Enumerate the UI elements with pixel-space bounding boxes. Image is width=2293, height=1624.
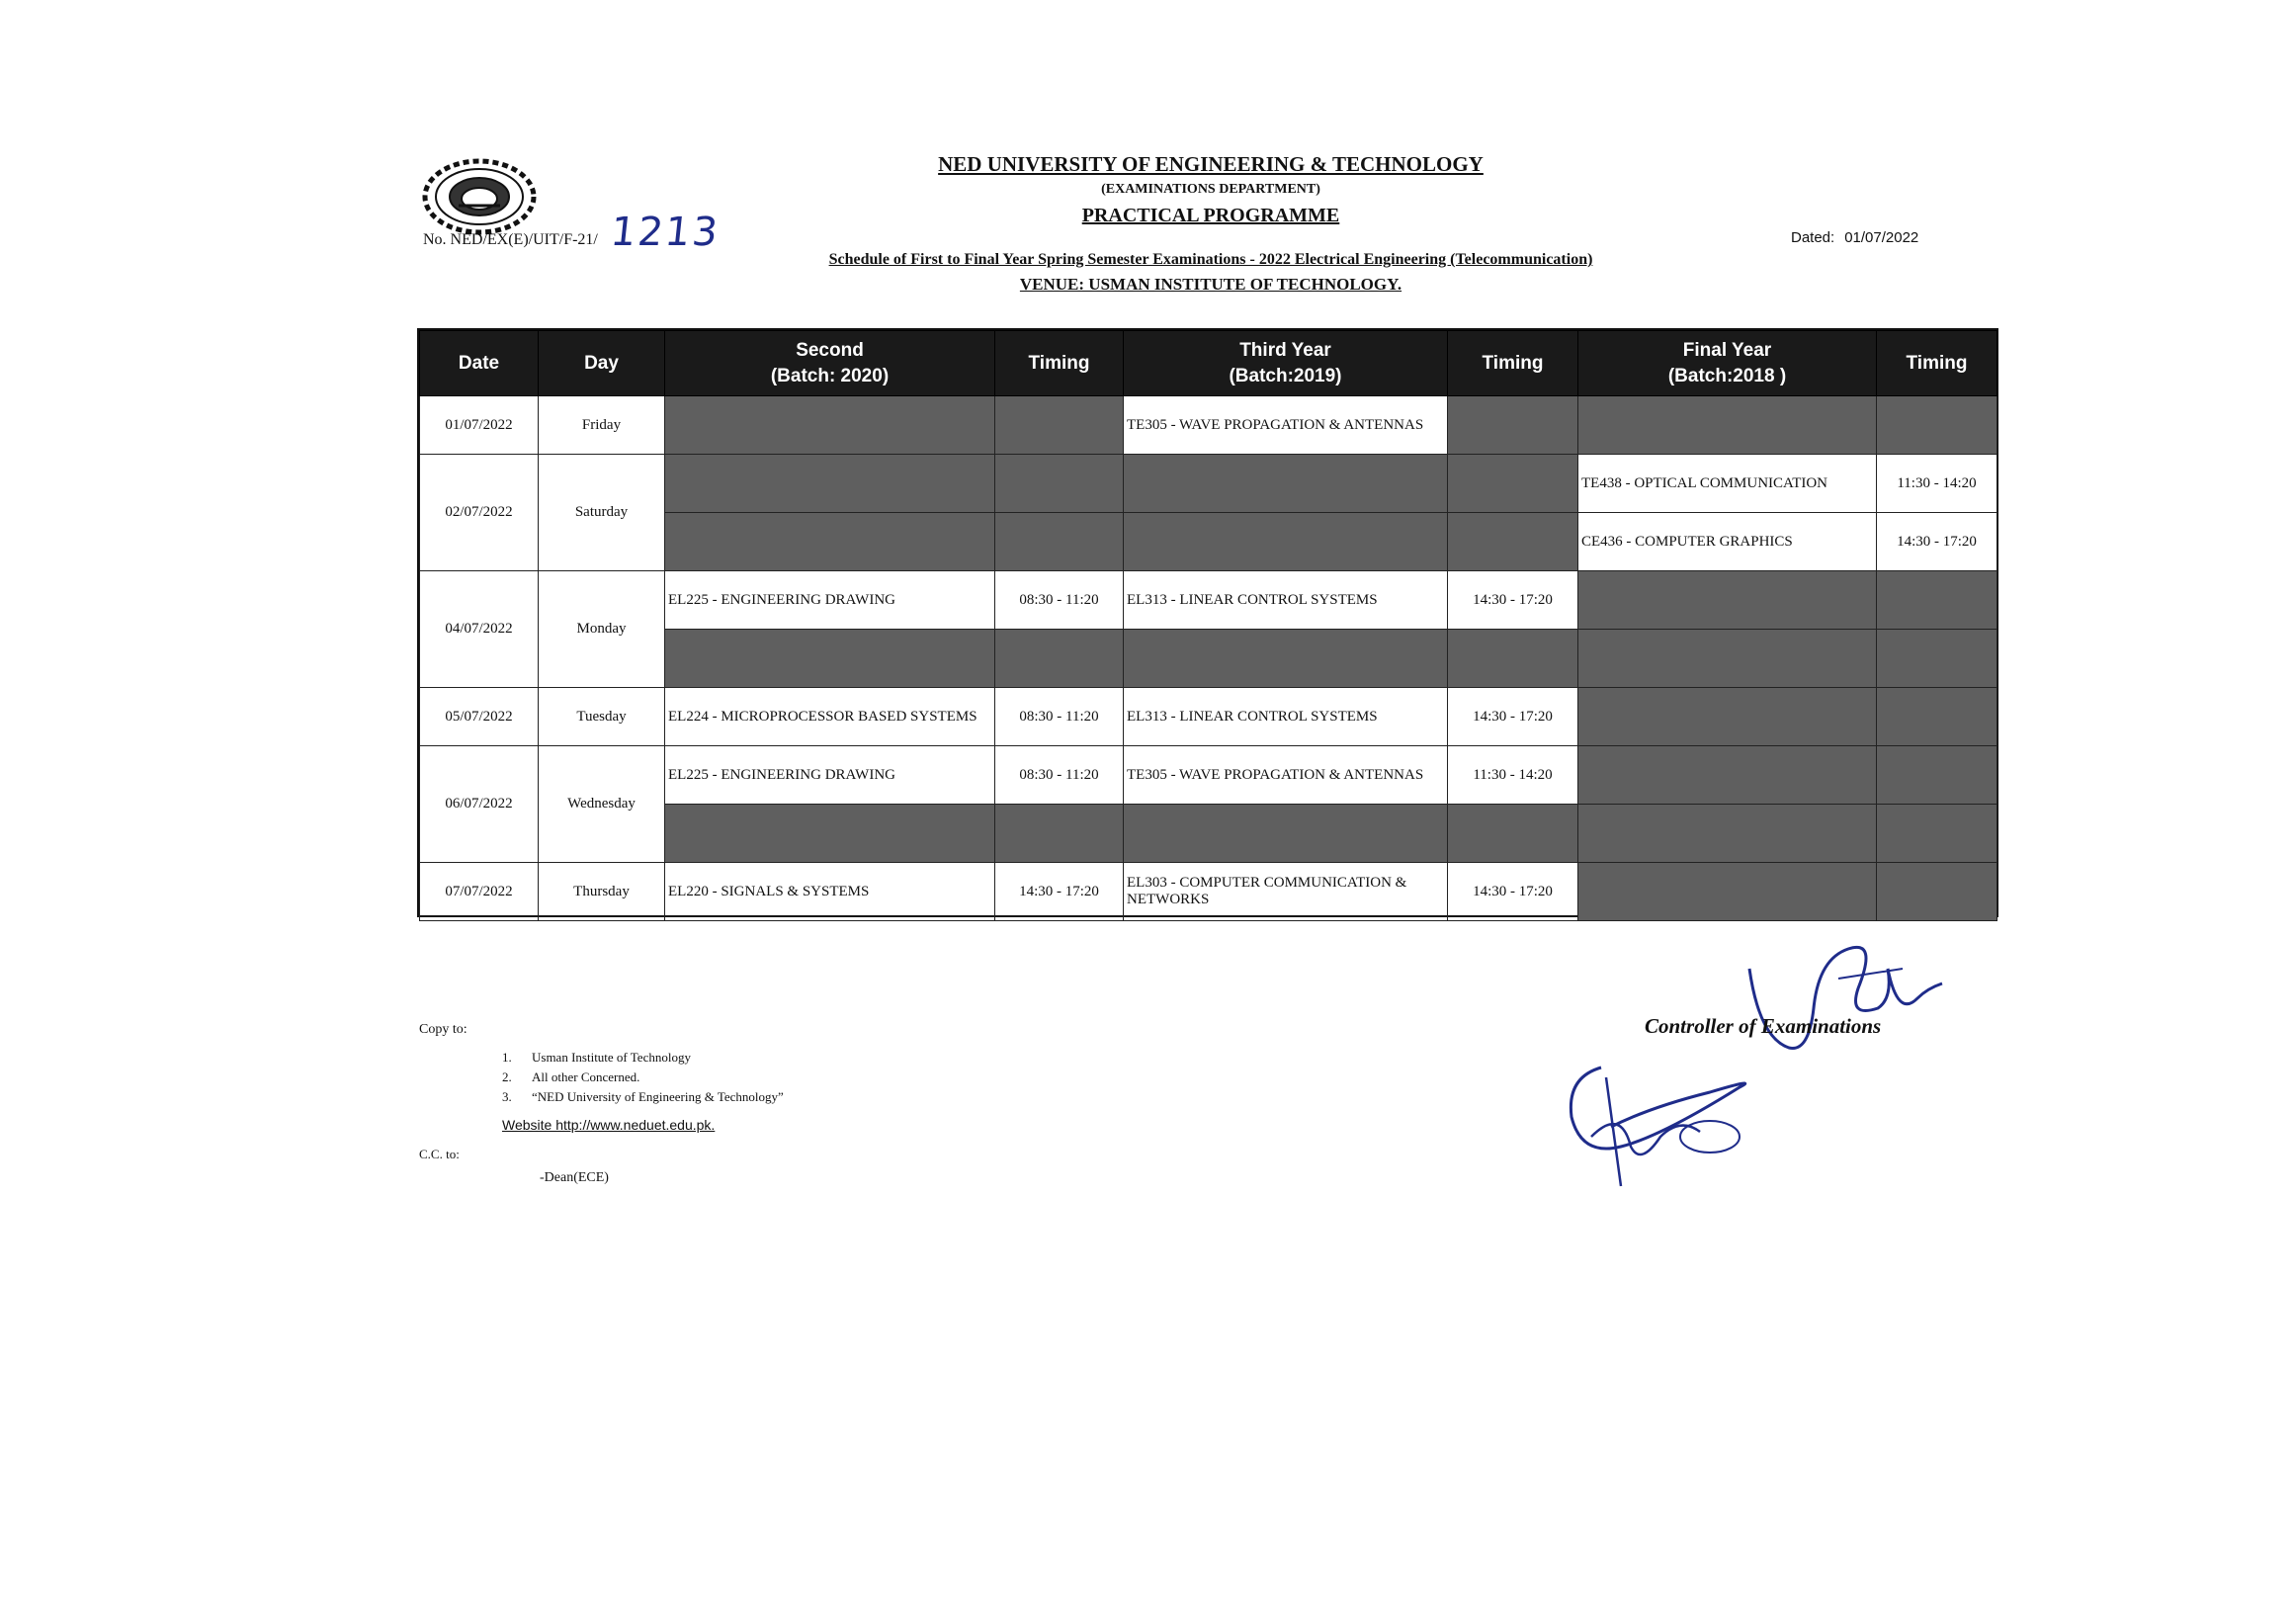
cell-third-subject: TE305 - WAVE PROPAGATION & ANTENNAS bbox=[1124, 396, 1448, 455]
cell-third-subject: EL313 - LINEAR CONTROL SYSTEMS bbox=[1124, 688, 1448, 746]
cell-second-timing: 08:30 - 11:20 bbox=[995, 746, 1124, 805]
cell-empty bbox=[665, 455, 995, 513]
cell-second-subject: EL220 - SIGNALS & SYSTEMS bbox=[665, 863, 995, 921]
cc-recipient: -Dean(ECE) bbox=[540, 1170, 609, 1185]
header-timing-second: Timing bbox=[995, 331, 1124, 396]
list-item-number: 3. bbox=[502, 1089, 512, 1104]
cell-day: Tuesday bbox=[539, 688, 665, 746]
table-row bbox=[420, 688, 1997, 746]
table-row bbox=[420, 571, 1997, 630]
programme-title: PRACTICAL PROGRAMME bbox=[1081, 205, 1340, 226]
header-second-line2: (Batch: 2020) bbox=[770, 365, 890, 386]
cell-empty bbox=[665, 396, 995, 455]
cell-day: Wednesday bbox=[539, 746, 665, 863]
cell-empty bbox=[1124, 513, 1448, 571]
cell-third-timing: 14:30 - 17:20 bbox=[1448, 863, 1578, 921]
website-link[interactable]: Website http://www.neduet.edu.pk. bbox=[502, 1117, 716, 1133]
cell-final-subject: TE438 - OPTICAL COMMUNICATION bbox=[1578, 455, 1877, 513]
cell-empty bbox=[995, 805, 1124, 863]
cc-to-label: C.C. to: bbox=[419, 1147, 460, 1161]
cell-third-timing: 14:30 - 17:20 bbox=[1448, 688, 1578, 746]
cell-empty bbox=[1877, 805, 1997, 863]
dated-line bbox=[1791, 229, 1918, 246]
header-third-line1: Third Year bbox=[1239, 339, 1331, 361]
cell-empty bbox=[1578, 571, 1877, 630]
header-final-line1: Final Year bbox=[1682, 339, 1772, 361]
table-row bbox=[420, 455, 1997, 513]
university-title: NED UNIVERSITY OF ENGINEERING & TECHNOLOGY bbox=[938, 152, 1484, 176]
cell-empty bbox=[1877, 571, 1997, 630]
cell-empty bbox=[1448, 805, 1578, 863]
header-final-line2: (Batch:2018 ) bbox=[1667, 365, 1787, 386]
list-item bbox=[502, 1087, 784, 1107]
cell-empty bbox=[1124, 630, 1448, 688]
cell-date: 02/07/2022 bbox=[420, 455, 539, 571]
cell-third-subject: TE305 - WAVE PROPAGATION & ANTENNAS bbox=[1124, 746, 1448, 805]
table-header-row bbox=[420, 331, 1997, 396]
cell-empty bbox=[1448, 513, 1578, 571]
list-item-number: 1. bbox=[502, 1050, 512, 1065]
list-item bbox=[502, 1048, 784, 1068]
cell-day: Friday bbox=[539, 396, 665, 455]
cell-empty bbox=[1578, 688, 1877, 746]
cell-empty bbox=[1578, 863, 1877, 921]
list-item-number: 2. bbox=[502, 1069, 512, 1084]
cell-final-subject: CE436 - COMPUTER GRAPHICS bbox=[1578, 513, 1877, 571]
department-name: (EXAMINATIONS DEPARTMENT) bbox=[1101, 182, 1320, 197]
cell-empty bbox=[1877, 396, 1997, 455]
cell-empty bbox=[665, 513, 995, 571]
cell-third-timing: 14:30 - 17:20 bbox=[1448, 571, 1578, 630]
header-third-year bbox=[1124, 331, 1448, 396]
cell-second-timing: 08:30 - 11:20 bbox=[995, 571, 1124, 630]
cell-second-timing: 08:30 - 11:20 bbox=[995, 688, 1124, 746]
cell-empty bbox=[1448, 630, 1578, 688]
schedule-title: Schedule of First to Final Year Spring Semester Examinations - 2022 Electrical Engineering (Telecommunication) bbox=[828, 251, 1593, 268]
cell-date: 07/07/2022 bbox=[420, 863, 539, 921]
reference-prefix: No. NED/EX(E)/UIT/F-21/ bbox=[423, 231, 598, 248]
list-item-text: “NED University of Engineering & Technology” bbox=[532, 1089, 784, 1104]
cell-date: 04/07/2022 bbox=[420, 571, 539, 688]
cell-empty bbox=[665, 805, 995, 863]
cell-empty bbox=[995, 630, 1124, 688]
cell-empty bbox=[1877, 746, 1997, 805]
header-final-year bbox=[1578, 331, 1877, 396]
reference-number-handwritten: 1213 bbox=[608, 210, 722, 255]
header-day: Day bbox=[539, 331, 665, 396]
cell-empty bbox=[1448, 455, 1578, 513]
cell-empty bbox=[995, 396, 1124, 455]
cell-empty bbox=[1578, 805, 1877, 863]
cell-empty bbox=[665, 630, 995, 688]
cell-empty bbox=[1877, 863, 1997, 921]
cell-third-timing: 11:30 - 14:20 bbox=[1448, 746, 1578, 805]
list-item bbox=[502, 1068, 784, 1087]
cell-final-timing: 14:30 - 17:20 bbox=[1877, 513, 1997, 571]
initials-signature-icon bbox=[1562, 1048, 1779, 1196]
exam-timetable bbox=[417, 328, 1998, 917]
cell-date: 05/07/2022 bbox=[420, 688, 539, 746]
cell-day: Monday bbox=[539, 571, 665, 688]
cell-empty bbox=[1124, 455, 1448, 513]
cell-third-subject: EL313 - LINEAR CONTROL SYSTEMS bbox=[1124, 571, 1448, 630]
header-timing-third: Timing bbox=[1448, 331, 1578, 396]
cell-empty bbox=[1877, 630, 1997, 688]
controller-title: Controller of Examinations bbox=[1645, 1014, 1882, 1038]
table-row bbox=[420, 746, 1997, 805]
cell-empty bbox=[1877, 688, 1997, 746]
cell-day: Thursday bbox=[539, 863, 665, 921]
cell-third-subject: EL303 - COMPUTER COMMUNICATION & NETWORKS bbox=[1124, 863, 1448, 921]
cell-second-subject: EL225 - ENGINEERING DRAWING bbox=[665, 746, 995, 805]
dated-label: Dated: bbox=[1791, 229, 1835, 246]
cell-empty bbox=[1578, 630, 1877, 688]
venue: VENUE: USMAN INSTITUTE OF TECHNOLOGY. bbox=[1019, 275, 1402, 294]
cell-second-subject: EL224 - MICROPROCESSOR BASED SYSTEMS bbox=[665, 688, 995, 746]
cell-empty bbox=[1578, 396, 1877, 455]
cell-empty bbox=[995, 455, 1124, 513]
table-row bbox=[420, 863, 1997, 921]
cell-date: 06/07/2022 bbox=[420, 746, 539, 863]
cell-date: 01/07/2022 bbox=[420, 396, 539, 455]
header-timing-final: Timing bbox=[1877, 331, 1997, 396]
cell-second-subject: EL225 - ENGINEERING DRAWING bbox=[665, 571, 995, 630]
dated-value: 01/07/2022 bbox=[1844, 229, 1919, 246]
copy-to-list bbox=[502, 1048, 784, 1107]
header-second-year bbox=[665, 331, 995, 396]
table-row bbox=[420, 396, 1997, 455]
cell-empty bbox=[995, 513, 1124, 571]
list-item-text: All other Concerned. bbox=[532, 1069, 640, 1084]
cell-empty bbox=[1578, 746, 1877, 805]
cell-empty bbox=[1124, 805, 1448, 863]
copy-to-label: Copy to: bbox=[419, 1022, 467, 1037]
list-item-text: Usman Institute of Technology bbox=[532, 1050, 691, 1065]
cell-final-timing: 11:30 - 14:20 bbox=[1877, 455, 1997, 513]
header-third-line2: (Batch:2019) bbox=[1229, 365, 1342, 386]
header-date: Date bbox=[420, 331, 539, 396]
cell-second-timing: 14:30 - 17:20 bbox=[995, 863, 1124, 921]
cell-empty bbox=[1448, 396, 1578, 455]
header-second-line1: Second bbox=[796, 339, 864, 361]
cell-day: Saturday bbox=[539, 455, 665, 571]
